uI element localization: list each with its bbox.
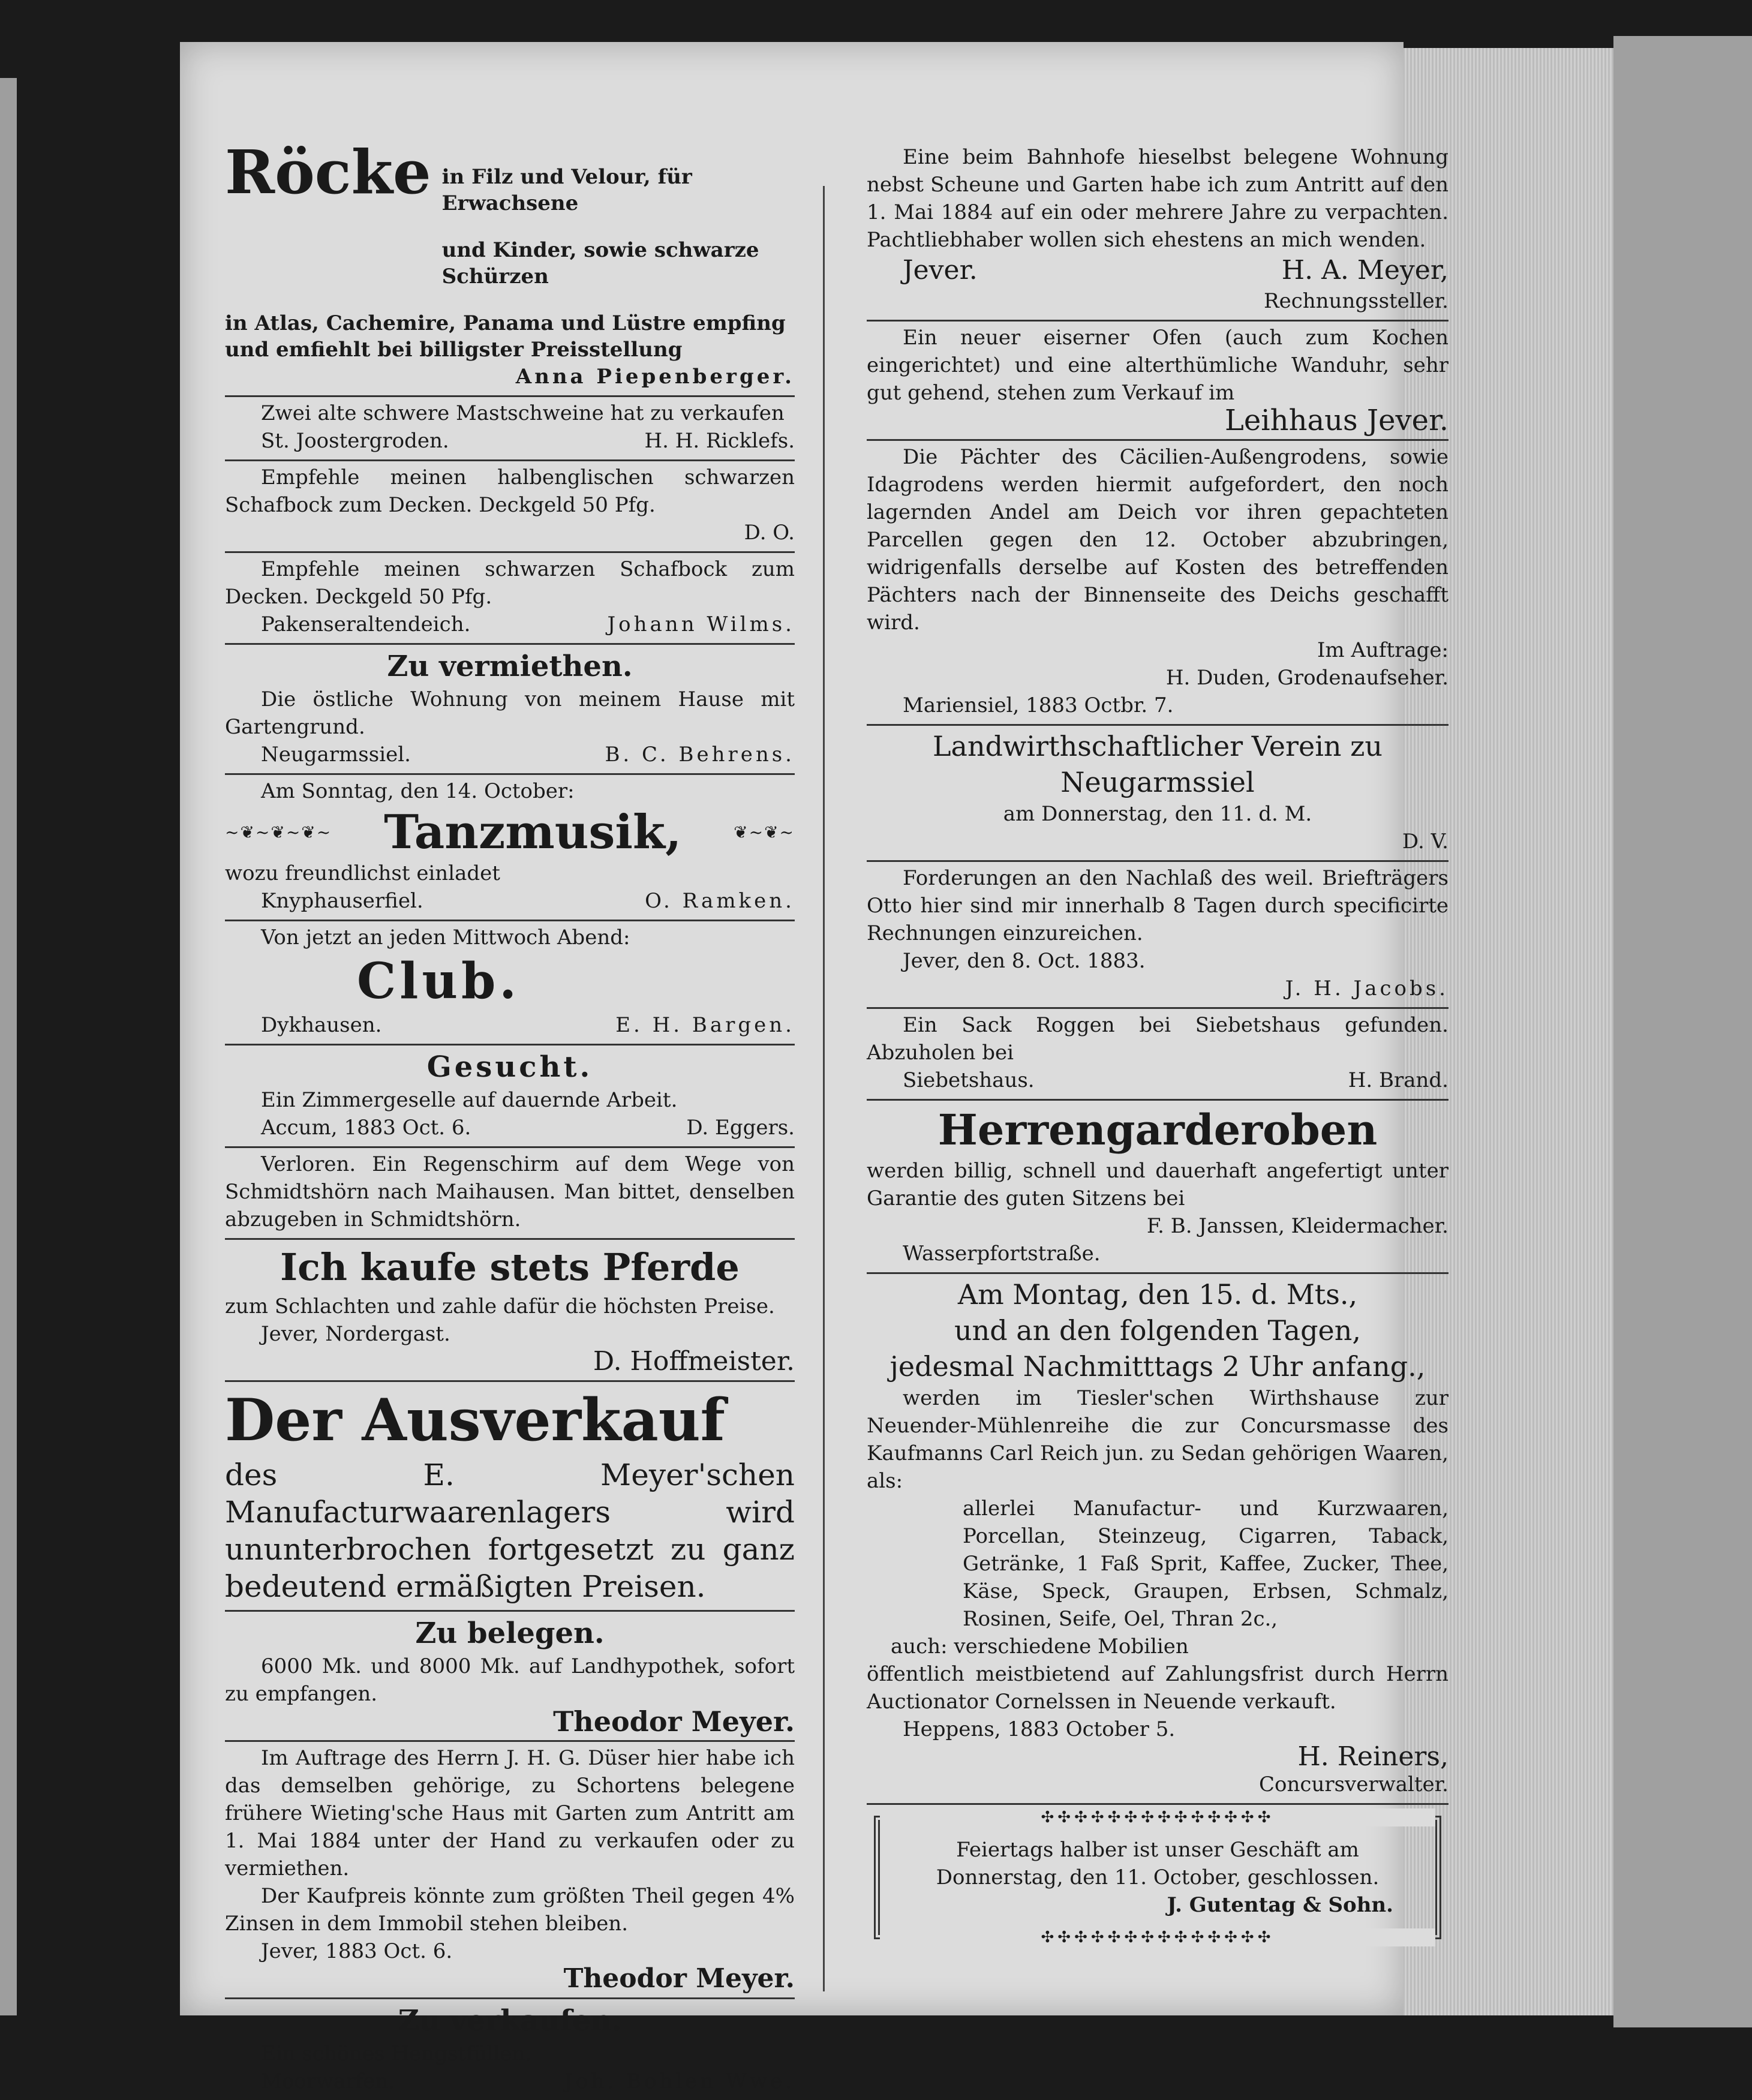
ad-text: in Filz und Velour, für Erwachsene [441, 165, 692, 215]
newspaper-page [180, 42, 1449, 2093]
ad-text: Die Pächter des Cäcilien-Außengrodens, sowie Idagrodens werden hiermit aufgefordert, den noch lagernden Andel am Deich vor ihren gepachteten Parcellen gegen den 12. October abzubringen, widrigenfalls derselbe auf Kosten des betreffenden Pächters nach der Binnenseite des Deichs geschafft wird. [867, 445, 1449, 635]
ad-signature: Anna Piepenberger. [515, 365, 795, 389]
ad-roecke [225, 137, 795, 397]
book-cover-board [1613, 36, 1752, 2027]
ornament-border: ✣✣✣✣✣✣✣✣✣✣✣✣✣✣ [880, 1928, 1435, 1946]
ad-text: am Donnerstag, den 11. d. M. [1003, 802, 1312, 826]
left-column [225, 137, 795, 2100]
ad-signature: H. Brand. [1348, 1068, 1449, 1092]
ad-text: wozu freundlichst einladet [225, 861, 500, 885]
ad-text: 6000 Mk. und 8000 Mk. auf Landhypothek, sofort zu empfangen. [225, 1654, 795, 1706]
ad-forderungen [867, 862, 1449, 1009]
ad-headline: Zu belegen. [415, 1617, 605, 1650]
ad-paechter [867, 441, 1449, 726]
ad-ofen [867, 322, 1449, 441]
ad-signature: D. Hoffmeister. [593, 1346, 795, 1377]
ad-headline: Ich kaufe stets Pferde [280, 1245, 740, 1289]
ad-signature: Theodor Meyer. [553, 1705, 795, 1738]
divider [867, 1803, 1449, 1805]
ad-headline: Am Montag, den 15. d. Mts., [957, 1278, 1358, 1311]
ad-text: Feiertags halber ist unser Geschäft am [956, 1838, 1359, 1862]
ad-place: Mariensiel, 1883 Octbr. 7. [903, 693, 1174, 717]
ad-place: Moorwarfen. [261, 2069, 395, 2093]
ad-signature: D. Eggers. [686, 1116, 795, 1140]
ad-headline: und an den folgenden Tagen, [954, 1314, 1361, 1347]
ad-text: und emfiehlt bei billigster Preisstellung [225, 338, 683, 362]
ad-auftrag [225, 1742, 795, 1999]
ad-text: Die östliche Wohnung von meinem Hause mit Gartengrund. [225, 687, 795, 739]
ornament: ~❦~❦~❦~ [225, 822, 332, 842]
ad-headline: Club. [357, 953, 520, 1010]
ad-ausverkauf [225, 1382, 795, 1612]
ad-signature: E. H. Bargen. [615, 1013, 795, 1037]
ad-place: St. Joostergroden. [261, 429, 449, 453]
ad-text: zum Schlachten und zahle dafür die höchsten Preise. [225, 1294, 775, 1318]
ad-text: Im Auftrage: [1317, 638, 1449, 662]
ad-text: Ein Zimmergeselle auf dauernde Arbeit. [261, 1088, 678, 1112]
ad-signature: F. B. Janssen, Kleidermacher. [1146, 1214, 1449, 1238]
ad-text: Empfehle meinen schwarzen Schafbock zum Decken. Deckgeld 50 Pfg. [225, 557, 795, 609]
ad-text: Forderungen an den Nachlaß des weil. Briefträgers Otto hier sind mir innerhalb 8 Tagen durch specificirte Rechnungen einzureichen. [867, 866, 1449, 945]
ad-schafbock-1 [225, 461, 795, 553]
ad-signature: D. V. [1402, 830, 1449, 854]
ad-headline: Zu verkaufen. [398, 2004, 622, 2038]
ad-text: werden im Tiesler'schen Wirthshause zur Neuender-Mühlenreihe die zur Concursmasse des Kaufmanns Carl Reich jun. zu Sedan gehörigen Waaren, als: [867, 1386, 1449, 1493]
ad-text: öffentlich meistbietend auf Zahlungsfrist durch Herrn Auctionator Cornelssen in Neuende verkauft. [867, 1662, 1449, 1714]
ad-signature: D. O. [744, 521, 795, 545]
ad-wohnung [867, 141, 1449, 322]
ad-signature: B. C. Behrens. [605, 743, 795, 767]
ad-signature: J. Gutentag & Sohn. [1167, 1893, 1393, 1917]
ad-headline: Herrengarderoben [937, 1105, 1378, 1155]
ad-montag [867, 1274, 1449, 1803]
ad-belegen [225, 1612, 795, 1742]
ad-signature: H. H. Ricklefs. [644, 429, 795, 453]
ad-verkaufen [225, 1999, 795, 2100]
ad-text: in Atlas, Cachemire, Panama und Lüstre empfing [225, 311, 786, 335]
ad-mastschweine [225, 397, 795, 461]
ad-verloren [225, 1148, 795, 1240]
ad-place: Wasserpfortstraße. [903, 1242, 1101, 1266]
ad-signature-title: Rechnungssteller. [1264, 289, 1449, 313]
ad-place: Heppens, 1883 October 5. [903, 1717, 1176, 1741]
ad-signature-title: Concursverwalter. [1259, 1772, 1449, 1796]
ad-text: Ein Sack Roggen bei Siebetshaus gefunden. Abzuholen bei [867, 1013, 1449, 1065]
ad-signature: Leihhaus Jever. [1225, 404, 1449, 437]
ad-place: Jever, den 8. Oct. 1883. [903, 949, 1146, 973]
ad-signature: Theodor Meyer. [563, 1963, 795, 1994]
ad-gesucht [225, 1046, 795, 1148]
ad-herrengarderoben [867, 1101, 1449, 1274]
ad-place: Jever, Nordergast. [261, 1322, 450, 1346]
column-rule [823, 186, 825, 1991]
ad-date: Von jetzt an jeden Mittwoch Abend: [261, 926, 630, 950]
ad-text: Eine beim Bahnhofe hieselbst belegene Wohnung nebst Scheune und Garten habe ich zum Antritt auf den 1. Mai 1884 auf ein oder mehrere Jahre zu verpachten. Pachtliebhaber wollen sich ehestens an mich wenden. [867, 145, 1449, 252]
ad-roggen [867, 1009, 1449, 1101]
ad-schafbock-2 [225, 553, 795, 645]
ad-vermiethen [225, 645, 795, 775]
ad-text: allerlei Manufactur- und Kurzwaaren, Porcellan, Steinzeug, Cigarren, Taback, Getränke, 1 Faß Sprit, Kaffee, Zucker, Thee, Käse, Speck, Graupen, Erbsen, Schmalz, Rosinen, Seife, Oel, Thran 2c., [963, 1497, 1449, 1631]
ad-signature: O. Ramken. [645, 889, 795, 913]
ornament: ❦~❦~ [734, 822, 795, 842]
ad-club [225, 921, 795, 1046]
ad-text: Ein neuer eiserner Ofen (auch zum Kochen eingerichtet) und eine alterthümliche Wanduhr, sehr gut gehend, stehen zum Verkauf im [867, 326, 1449, 405]
ad-signature: H. Reiners, [1297, 1741, 1449, 1772]
ad-text: werden billig, schnell und dauerhaft angefertigt unter Garantie des guten Sitzens bei [867, 1159, 1449, 1210]
ad-signature: H. A. Meyer, [1281, 255, 1449, 286]
ad-place: Pakenseraltendeich. [261, 612, 471, 636]
ad-place: Neugarmssiel. [261, 743, 411, 767]
ad-text: und Kinder, sowie schwarze Schürzen [441, 238, 759, 289]
ad-signature: Joh. Bohlen Wwe. [564, 2069, 795, 2093]
ad-headline: Röcke [225, 137, 431, 208]
ad-text: auch: verschiedene Mobilien [891, 1635, 1189, 1659]
ad-place: Jever, 1883 Oct. 6. [261, 1939, 453, 1963]
ad-pferde [225, 1240, 795, 1382]
ad-verein [867, 726, 1449, 862]
previous-page-edge [0, 78, 17, 2015]
ad-place: Accum, 1883 Oct. 6. [261, 1116, 471, 1140]
ad-text: Der Kaufpreis könnte zum größten Theil gegen 4% Zinsen in dem Immobil stehen bleiben. [225, 1884, 795, 1936]
ad-text: Im Auftrage des Herrn J. H. G. Düser hier habe ich das demselben gehörige, zu Schortens belegene frühere Wieting'sche Haus mit Garten zum Antritt am 1. Mai 1884 unter der Hand zu verkaufen oder zu vermiethen. [225, 1746, 795, 1880]
ad-date: Am Sonntag, den 14. October: [261, 779, 575, 803]
ad-feiertag [874, 1808, 1441, 1946]
ad-place: Siebetshaus. [903, 1068, 1035, 1092]
ad-text: Ein schönes Hengstfüllen. [261, 2042, 532, 2066]
ad-headline: Neugarmssiel [1060, 766, 1255, 798]
ad-headline: jedesmal Nachmitttags 2 Uhr anfang., [889, 1350, 1426, 1383]
ad-text: des E. Meyer'schen Manufacturwaarenlagers wird ununterbrochen fortgesetzt zu ganz bedeutend ermäßigten Preisen. [225, 1458, 795, 1604]
ad-text: Empfehle meinen halbenglischen schwarzen Schafbock zum Decken. Deckgeld 50 Pfg. [225, 465, 795, 517]
ad-text: Zwei alte schwere Mastschweine hat zu verkaufen [261, 401, 785, 425]
ornament-border: ✣✣✣✣✣✣✣✣✣✣✣✣✣✣ [880, 1808, 1435, 1826]
ad-text: Verloren. Ein Regenschirm auf dem Wege von Schmidtshörn nach Maihausen. Man bittet, denselben abzugeben in Schmidtshörn. [225, 1152, 795, 1231]
ad-signature: J. H. Jacobs. [1285, 977, 1449, 1001]
ad-place: Jever. [903, 255, 978, 286]
ad-headline: Tanzmusik, [384, 805, 682, 860]
ad-place: Dykhausen. [261, 1013, 382, 1037]
ad-tanzmusik [225, 775, 795, 921]
right-column [867, 141, 1449, 1946]
ad-headline: Der Ausverkauf [225, 1386, 725, 1454]
ad-headline: Landwirthschaftlicher Verein zu [932, 730, 1383, 762]
ad-headline: Gesucht. [426, 1050, 593, 1084]
ad-signature: H. Duden, Grodenaufseher. [1165, 666, 1449, 690]
ad-text: Donnerstag, den 11. October, geschlossen. [936, 1865, 1380, 1889]
ad-place: Knyphauserfiel. [261, 889, 423, 913]
ad-headline: Zu vermiethen. [387, 650, 633, 683]
ad-signature: Johann Wilms. [607, 612, 795, 636]
